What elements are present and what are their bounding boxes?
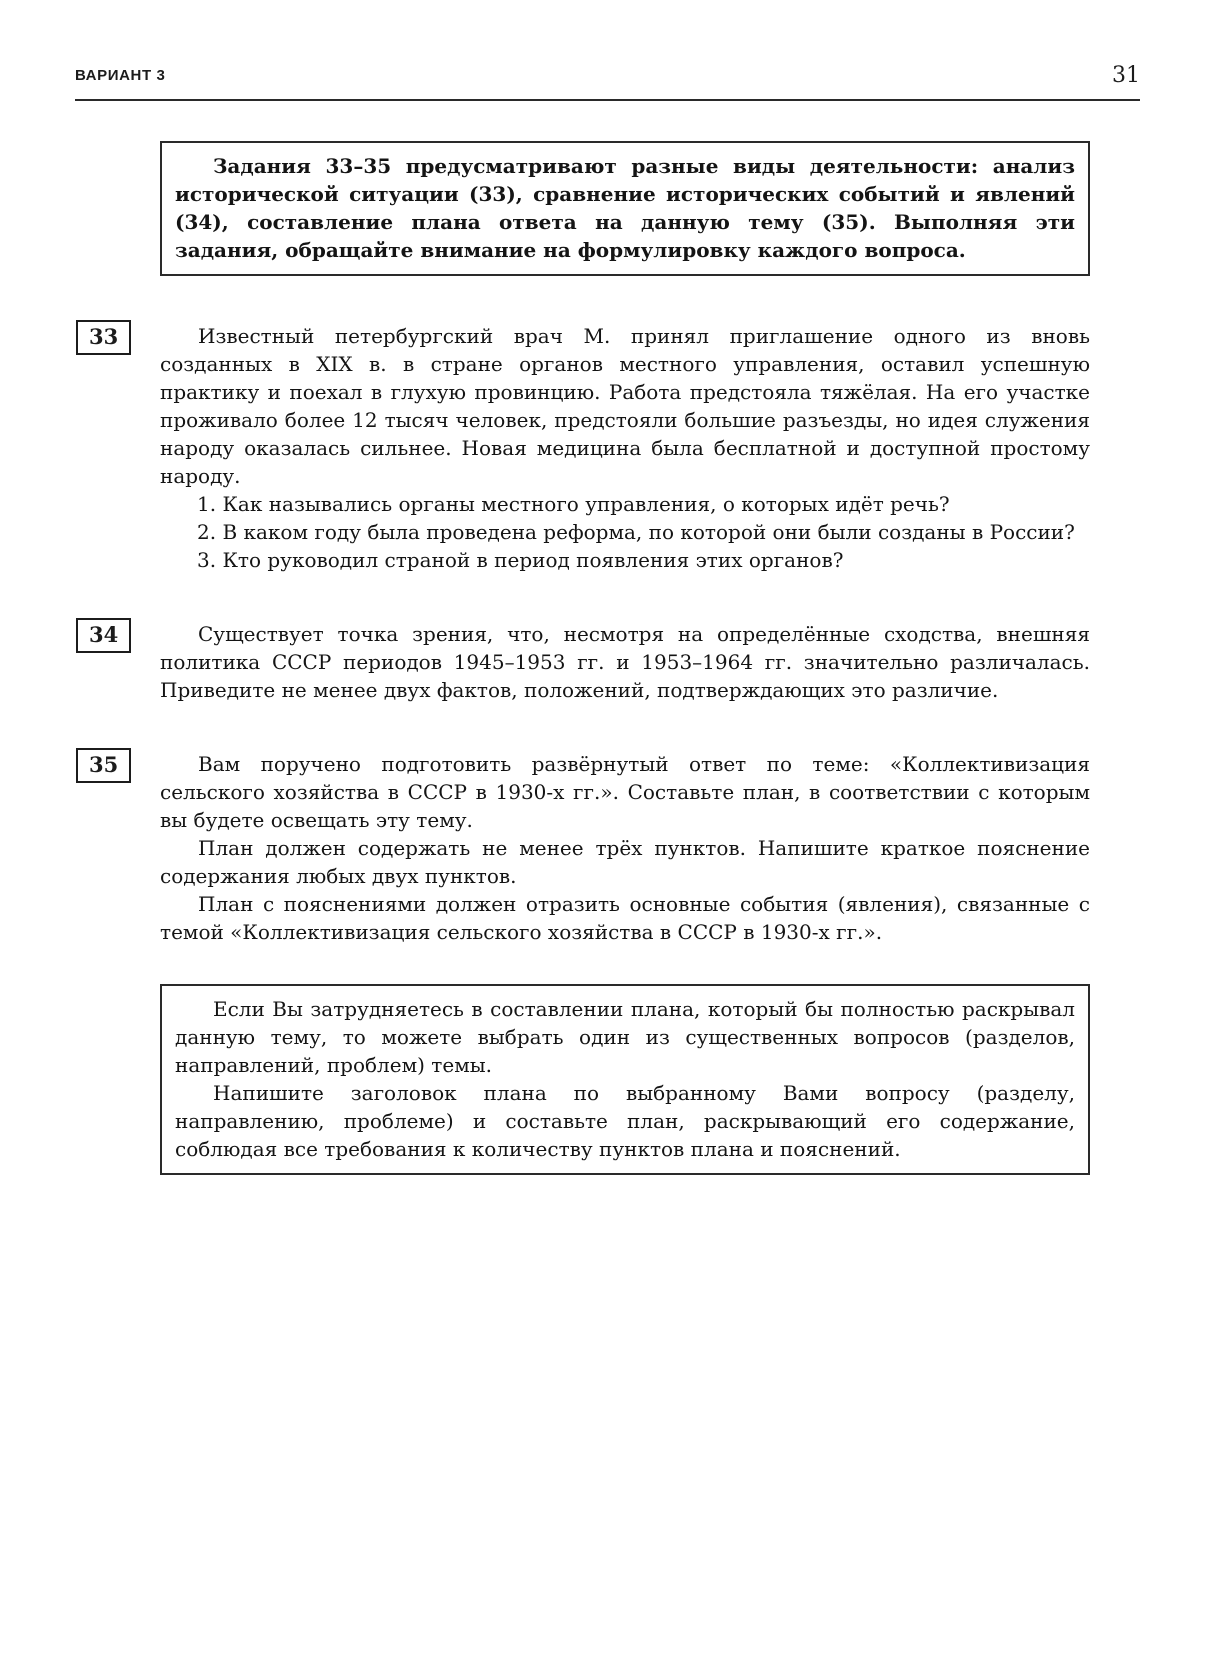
task-35-number-badge: 35: [76, 748, 131, 783]
task-35: [89, 750, 1090, 946]
task-33-question-1: 1. Как назывались органы местного управления, о которых идёт речь?: [197, 492, 950, 516]
task-33-question-2: 2. В каком году была проведена реформа, по которой они были созданы в России?: [197, 520, 1075, 544]
task-33: [89, 322, 1090, 574]
task-33-number-badge: 33: [76, 320, 131, 355]
task-35-paragraph-1: Вам поручено подготовить развёрнутый ответ по теме: «Коллективизация сельского хозяйства в СССР в 1930-х гг.». Составьте план, в соответствии с которым вы будете освещать эту тему.: [160, 752, 1090, 832]
task-34-number-badge: 34: [76, 618, 131, 653]
task-33-body: [160, 322, 1090, 574]
task-35-paragraph-3: План с пояснениями должен отразить основные события (явления), связанные с темой «Коллективизация сельского хозяйства в СССР в 1930-х гг.».: [160, 892, 1090, 944]
intro-box: [160, 141, 1090, 276]
task-33-question-list: [160, 490, 1090, 574]
task-34-body: [160, 620, 1090, 704]
task-33-paragraph: Известный петербургский врач М. принял приглашение одного из вновь созданных в XIX в. в стране органов местного управления, оставил успешную практику и поехал в глухую провинцию. Работа предстояла тяжёлая. На его участке проживало более 12 тысяч человек, предстояли большие разъезды, но идея служения народу оказалась сильнее. Новая медицина была бесплатной и доступной простому народу.: [160, 324, 1090, 488]
task-35-paragraph-2: План должен содержать не менее трёх пунктов. Напишите краткое пояснение содержания любых двух пунктов.: [160, 836, 1090, 888]
hint-paragraph-2: Напишите заголовок плана по выбранному Вами вопросу (разделу, направлению, проблеме) и составьте план, раскрывающий его содержание, соблюдая все требования к количеству пунктов плана и пояснений.: [175, 1081, 1075, 1161]
task-34-paragraph: Существует точка зрения, что, несмотря на определённые сходства, внешняя политика СССР периодов 1945–1953 гг. и 1953–1964 гг. значительно различалась. Приведите не менее двух фактов, положений, подтверждающих это различие.: [160, 622, 1090, 702]
task-33-question-3: 3. Кто руководил страной в период появления этих органов?: [197, 548, 844, 572]
header-rule: [75, 99, 1140, 101]
task-34: [89, 620, 1090, 704]
variant-label: ВАРИАНТ 3: [75, 67, 166, 84]
hint-box: [160, 984, 1090, 1175]
hint-paragraph-1: Если Вы затрудняетесь в составлении плана, который бы полностью раскрывал данную тему, то можете выбрать один из существенных вопросов (разделов, направлений, проблем) темы.: [175, 997, 1075, 1077]
page-header: [75, 62, 1140, 90]
page-content: [89, 141, 1090, 1175]
intro-text: Задания 33–35 предусматривают разные виды деятельности: анализ исторической ситуации (33), сравнение исторических событий и явлений (34), составление плана ответа на данную тему (35). Выполняя эти задания, обращайте внимание на формулировку каждого вопроса.: [175, 154, 1075, 262]
task-35-body: [160, 750, 1090, 946]
page-number: 31: [1112, 63, 1140, 88]
